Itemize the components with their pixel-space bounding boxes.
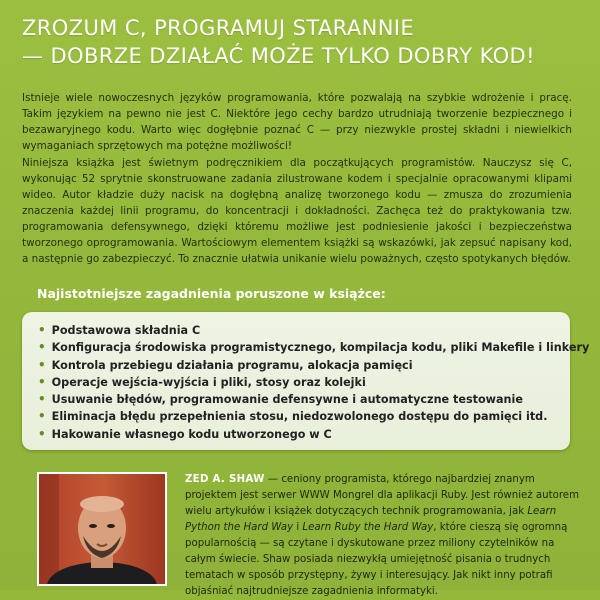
headline	[22, 14, 592, 70]
author-portrait-image	[39, 474, 165, 584]
topic-label: Operacje wejścia-wyjścia i pliki, stosy oraz kolejki	[51, 375, 366, 389]
author-bio	[185, 472, 585, 600]
topic-item	[38, 391, 570, 408]
topics-heading: Najistotniejsze zagadnienia poruszone w książce:	[37, 286, 386, 301]
bullet-icon: •	[38, 426, 46, 441]
topic-label: Hakowanie własnego kodu utworzonego w C	[51, 427, 332, 441]
intro-paragraph: Istnieje wiele nowoczesnych języków programowania, które pozwalają na szybkie wdrożenie i pracę. Takim językiem na pewno nie jest C. Niektóre jego cechy bardzo utrudniają tworzenie bezpiecznego i bezawaryjnego kodu. Warto więc dogłębnie poznać C — przy niezwykle prostej składni i niewielkich wymaganiach sprzętowych ma potężne możliwości!	[22, 92, 572, 152]
topic-label: Usuwanie błędów, programowanie defensywne i automatyczne testowanie	[51, 393, 523, 407]
bullet-icon: •	[38, 357, 46, 372]
author-photo	[37, 472, 167, 586]
author-bio-text-1: — ceniony programista, którego najbardziej znanym projektem jest serwer WWW Mongrel dla aplikacji Ruby. Jest również autorem wielu artykułów i książek dotyczących technik programowania, jak	[185, 474, 579, 517]
bullet-icon: •	[38, 374, 46, 389]
bullet-icon: •	[38, 340, 46, 355]
topic-label: Podstawowa składnia C	[51, 324, 201, 337]
book-title-python: Learn Python the Hard Way	[185, 506, 557, 533]
topic-label: Eliminacja błędu przepełnienia stosu, niedozwolonego dostępu do pamięci itd.	[51, 410, 548, 424]
topic-item	[38, 339, 590, 356]
topic-label: Konfiguracja środowiska programistycznego, kompilacja kodu, pliki Makefile i linkery	[51, 341, 590, 355]
bullet-icon: •	[38, 409, 46, 424]
bullet-icon: •	[38, 392, 46, 407]
headline-line-1: ZROZUM C, PROGRAMUJ STARANNIE	[22, 16, 415, 40]
topic-item	[38, 357, 570, 374]
author-bio-conj: i	[293, 522, 303, 533]
author-name: ZED A. SHAW	[185, 474, 265, 485]
author-bio-text-2: , które cieszą się ogromną popularnością — są czytane i dyskutowane przez miliony czytelników na całym świecie. Shaw posiada niezwykłą umiejętność pisania o trudnych tematach w sposób przystępny, żywy i interesujący. Jak nikt inny potrafi objaśniać najtrudniejsze zagadnienia informatyki.	[185, 522, 568, 597]
bullet-icon: •	[38, 323, 46, 337]
topic-item	[38, 408, 570, 425]
topic-item	[38, 322, 570, 339]
book-title-ruby: Learn Ruby the Hard Way	[302, 522, 434, 533]
topics-list	[22, 312, 590, 443]
topic-item	[38, 374, 570, 391]
description-paragraph: Niniejsza książka jest świetnym podręcznikiem dla początkujących programistów. Nauczysz się C, wykonując 52 sprytnie skonstruowane zadania zilustrowane kodem i specjalnie opracowanymi klipami wideo. Autor kładzie duży nacisk na dogłębną analizę tworzonego kodu — zmusza do zrozumienia znaczenia każdej linii programu, do koncentracji i dokładności. Zachęca też do praktykowania tzw. programowania defensywnego, dzięki któremu możliwe jest podniesienie jakości i bezpieczeństwa tworzonego oprogramowania. Wartościowym elementem książki są wskazówki, jak zepsuć napisany kod, a następnie go zabezpieczyć. To znacznie ułatwia unikanie wielu poważnych, często spotykanych błędów.	[22, 157, 572, 265]
topics-box	[22, 312, 590, 450]
topic-item	[38, 426, 570, 443]
topic-label: Kontrola przebiegu działania programu, alokacja pamięci	[51, 358, 413, 372]
headline-line-2: — DOBRZE DZIAŁAĆ MOŻE TYLKO DOBRY KOD!	[22, 44, 535, 68]
